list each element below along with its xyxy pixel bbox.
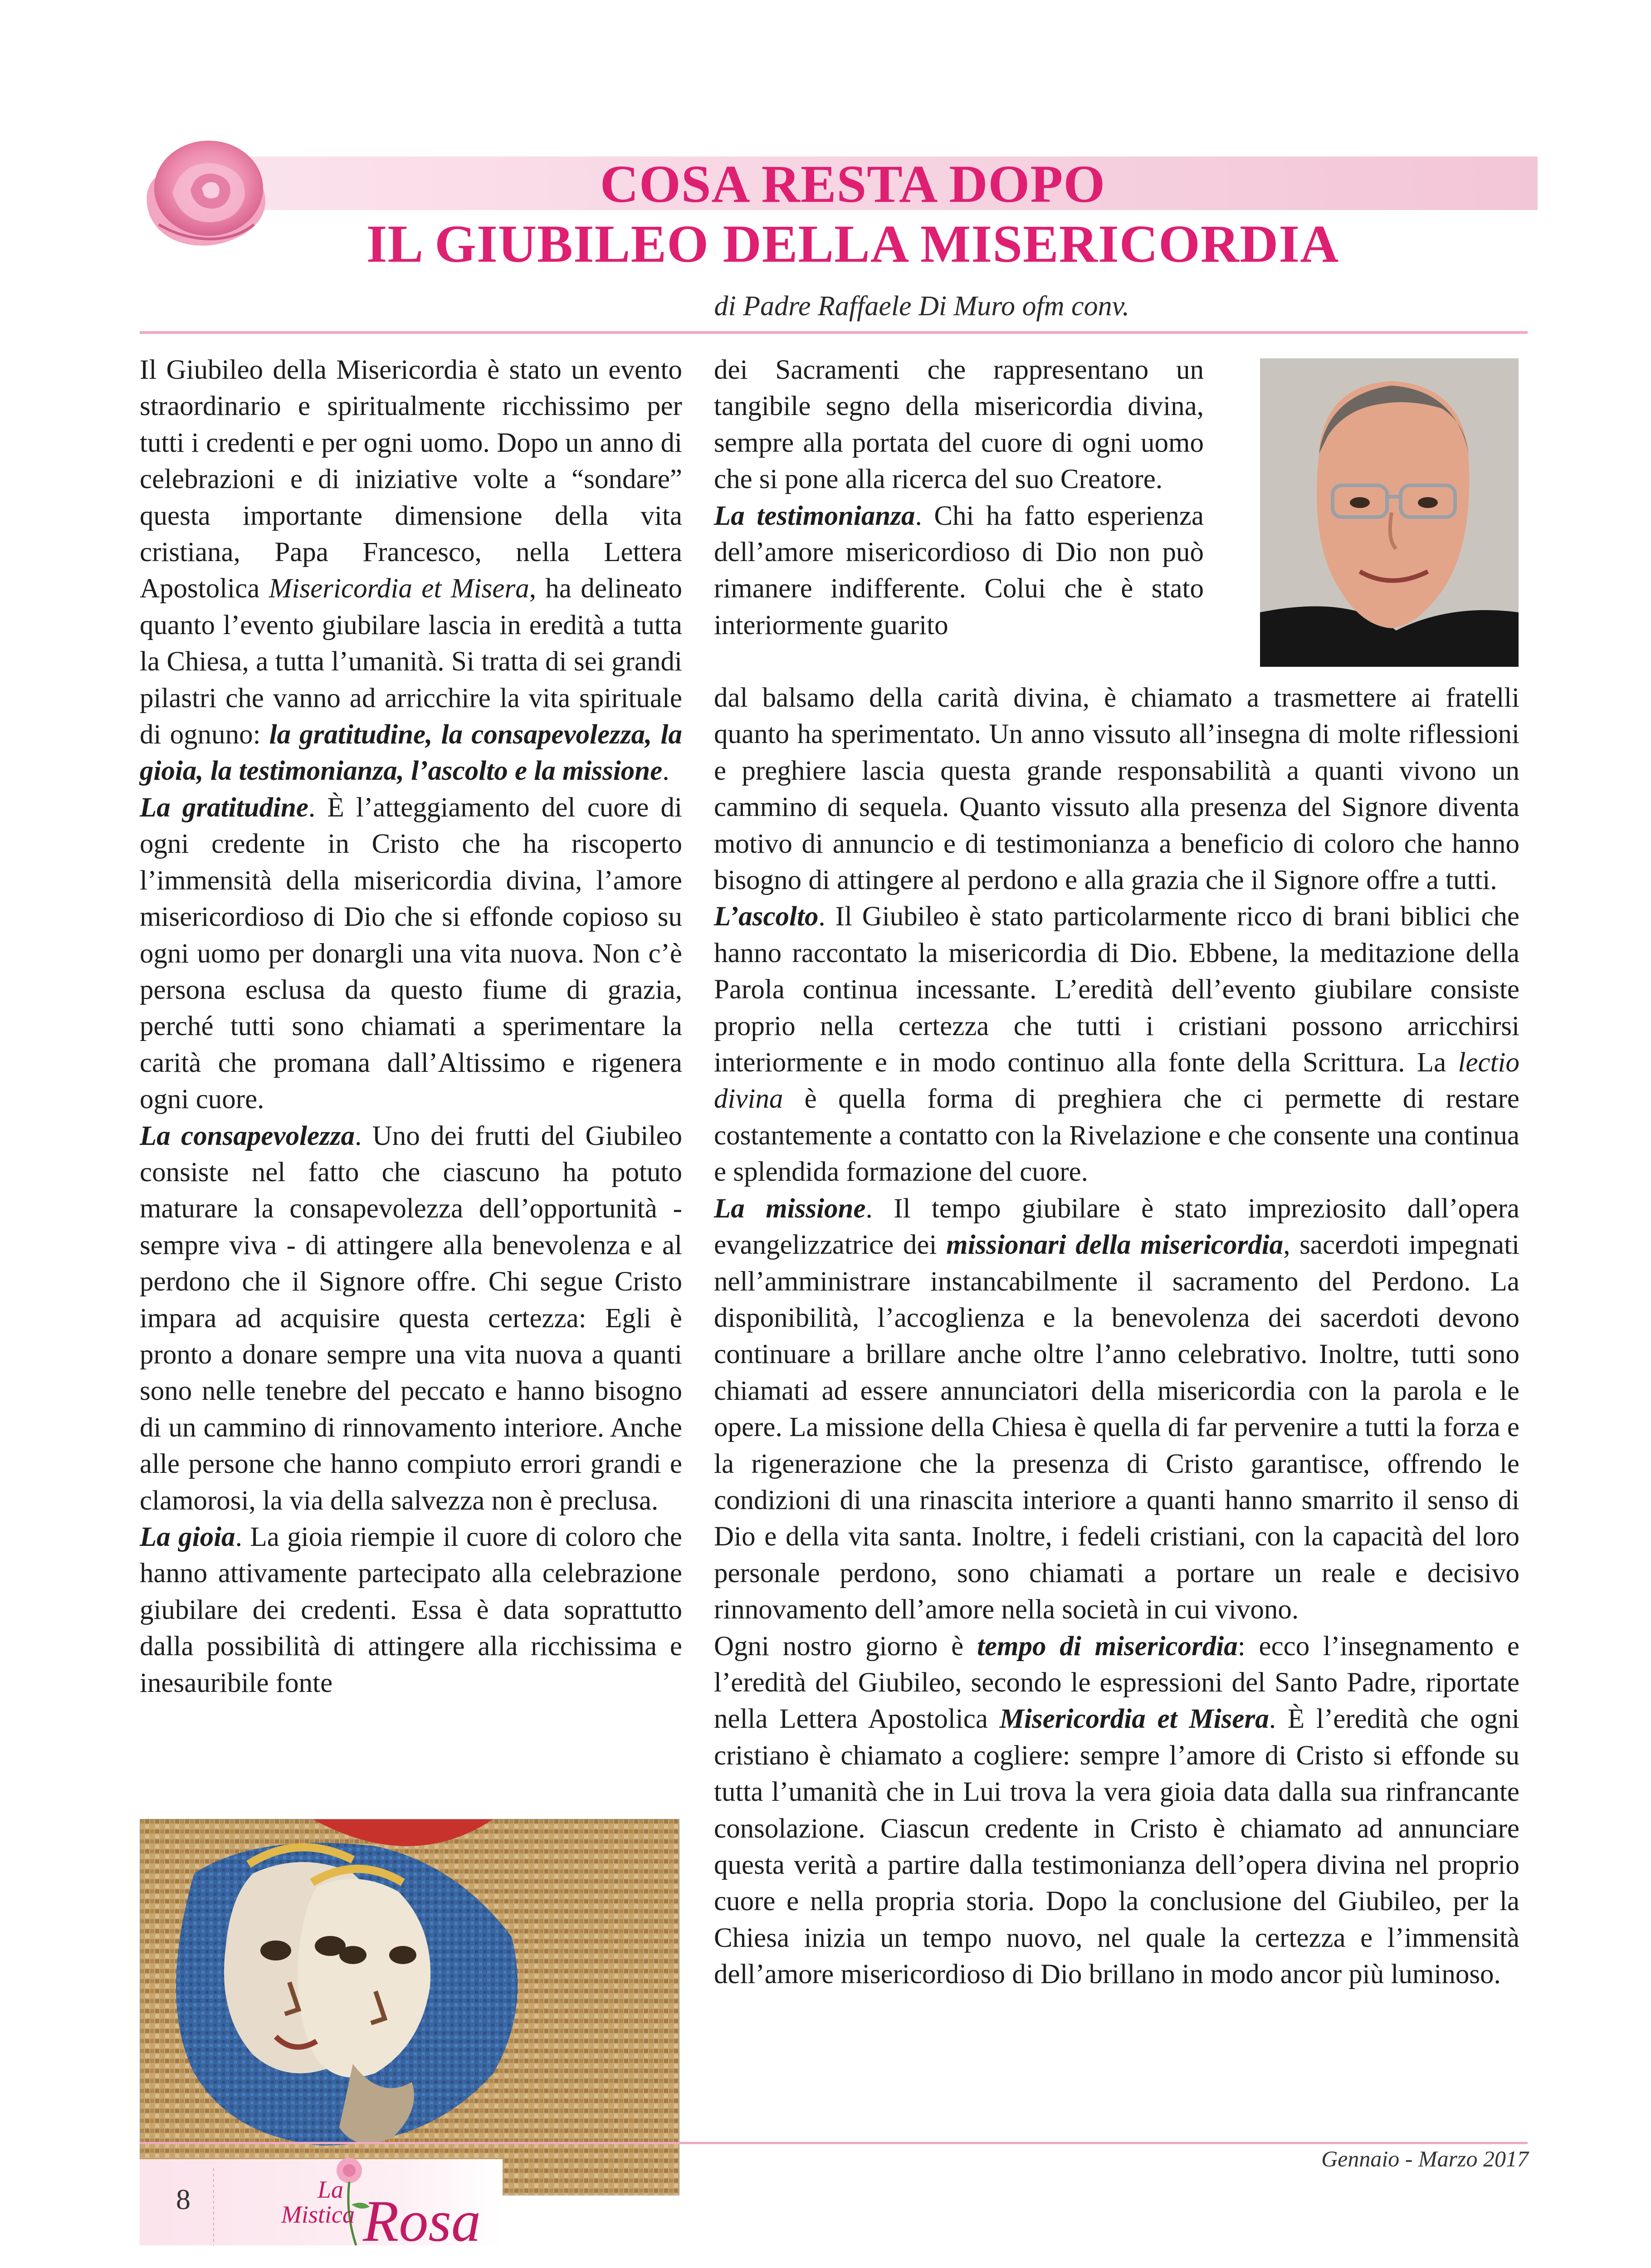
- sacramenti-paragraph: dei Sacramenti che rappresentano un tangibile segno della misericordia divina, sempre alla portata del cuore di ogni uomo che si pone alla ricerca del suo Creatore.: [714, 355, 1204, 495]
- left-column: [140, 352, 682, 1701]
- testimonianza-paragraph-end: dal balsamo della carità divina, è chiamato a trasmettere ai fratelli quanto ha sperimentato. Un anno vissuto all’insegna di molte riflessioni e preghiere lascia questa grande responsabilità a quanti vivono un cammino di sequela. Quanto vissuto alla presenza del Signore diventa motivo di annuncio e di testimonianza a beneficio di coloro che hanno bisogno di attingere al perdono e alla grazia che il Signore offre a tutti.: [714, 683, 1519, 896]
- title-line-2: IL GIUBILEO DELLA MISERICORDIA: [366, 214, 1339, 274]
- logo-mistica: Mistica: [281, 2201, 355, 2228]
- missione-paragraph: La missione. Il tempo giubilare è stato impreziosito dall’opera evangelizzatrice dei missionari della misericordia, sacerdoti impegnati nell’amministrare instancabilmente il sacramento del Perdono. La disponibilità, l’accoglienza e la benevolenza dei sacerdoti devono continuare a brillare anche oltre l’anno celebrativo. Inoltre, tutti sono chiamati ad essere annunciatori della misericordia con la parola e le opere. La missione della Chiesa è quella di far pervenire a tutti la forza e la rigenerazione che la presenza di Cristo garantisce, offrendo le condizioni di una rinascita interiore a quanti hanno smarrito il senso di Dio e della vita santa. Inoltre, i fedeli cristiani, con la capacità del loro personale perdono, sono chiamati a portare un reale e decisivo rinnovamento dell’amore nella società in cui vivono.: [714, 1193, 1519, 1625]
- gratitudine-paragraph: La gratitudine. È l’atteggiamento del cuore di ogni credente in Cristo che ha riscoperto l’immensità della misericordia divina, l’amore misericordioso di Dio che si effonde copioso su ogni uomo per donargli una vita nuova. Non c’è persona esclusa da questo fiume di grazia, perché tutti sono chiamati a sperimentare la carità che promana dall’Altissimo e rigenera ogni cuore.: [140, 792, 683, 1115]
- logo-rosa: Rosa: [363, 2189, 481, 2254]
- page-number: 8: [176, 2183, 190, 2215]
- gioia-paragraph: La gioia. La gioia riempie il cuore di coloro che hanno attivamente partecipato alla celebrazione giubilare dei credenti. Essa è data soprattutto dalla possibilità di attingere alla ricchissima e inesauribile fonte: [140, 1522, 682, 1698]
- header-rule: [140, 331, 1528, 334]
- mosaic-image: [140, 1819, 679, 2195]
- issue-date: Gennaio - Marzo 2017: [1321, 2146, 1529, 2171]
- footer-rule: [140, 2142, 1528, 2144]
- ascolto-paragraph: L’ascolto. Il Giubileo è stato particolarmente ricco di brani biblici che hanno raccontato la misericordia di Dio. Ebbene, la meditazione della Parola continua incessante. L’eredità dell’evento giubilare consiste proprio nella certezza che tutti i cristiani possono arricchirsi interiormente e in modo continuo alla fonte della Scrittura. La lectio divina è quella forma di preghiera che ci permette di restare costantemente a contatto con la Rivelazione e che consente una continua e splendida formazione del cuore.: [714, 901, 1519, 1188]
- logo-la: La: [318, 2176, 344, 2203]
- article-title: [272, 154, 1433, 274]
- la-mistica-rosa-logo: [213, 2150, 503, 2254]
- title-line-1: COSA RESTA DOPO: [600, 154, 1106, 214]
- closing-paragraph: Ogni nostro giorno è tempo di misericordia: ecco l’insegnamento e l’eredità del Giubileo, secondo le espressioni del Santo Padre, riportate nella Lettera Apostolica Misericordia et Misera. È l’eredità che ogni cristiano è chiamato a cogliere: sempre l’amore di Cristo si effonde su tutta l’umanità che in Lui trova la vera gioia data dalla sua rinfrancante consolazione. Ciascun credente in Cristo è chiamato ad annunciare questa verità a partire dalla testimonianza dell’opera divina nel proprio cuore e nella propria storia. Dopo la conclusione del Giubileo, per la Chiesa inizia un tempo nuovo, nel quale la certezza e l’immensità dell’amore misericordioso di Dio brillano in modo ancor più luminoso.: [714, 1631, 1519, 1990]
- author-byline: di Padre Raffaele Di Muro ofm conv.: [714, 291, 1129, 322]
- author-portrait-photo: [1260, 358, 1519, 667]
- consapevolezza-paragraph: La consapevolezza. Uno dei frutti del Giubileo consiste nel fatto che ciascuno ha potuto maturare la consapevolezza dell’opportunità - sempre viva - di attingere alla benevolenza e al perdono che il Signore offre. Chi segue Cristo impara ad acquisire questa certezza: Egli è pronto a donare sempre una vita nuova a quanti sono nelle tenebre del peccato e hanno bisogno di un cammino di rinnovamento interiore. Anche alle persone che hanno compiuto errori grandi e clamorosi, la via della salvezza non è preclusa.: [140, 1120, 682, 1516]
- testimonianza-paragraph-start: La testimonianza. Chi ha fatto esperienza dell’amore misericordioso di Dio non può rimanere indifferente. Colui che è stato interiormente guarito: [714, 500, 1204, 640]
- pink-rose-icon: [132, 120, 281, 261]
- right-column-top: [714, 352, 1204, 644]
- intro-paragraph: Il Giubileo della Misericordia è stato un evento straordinario e spiritualmente ricchissimo per tutti i credenti e per ogni uomo. Dopo un anno di celebrazioni e di iniziative volte a “sondare” questa importante dimensione della vita cristiana, Papa Francesco, nella Lettera Apostolica Misericordia et Misera, ha delineato quanto l’evento giubilare lascia in eredità a tutta la Chiesa, a tutta l’umanità. Si tratta di sei grandi pilastri che vanno ad arricchire la vita spirituale di ognuno: la gratitudine, la consapevolezza, la gioia, la testimonianza, l’ascolto e la missione.: [140, 355, 682, 787]
- right-column: [714, 680, 1519, 1993]
